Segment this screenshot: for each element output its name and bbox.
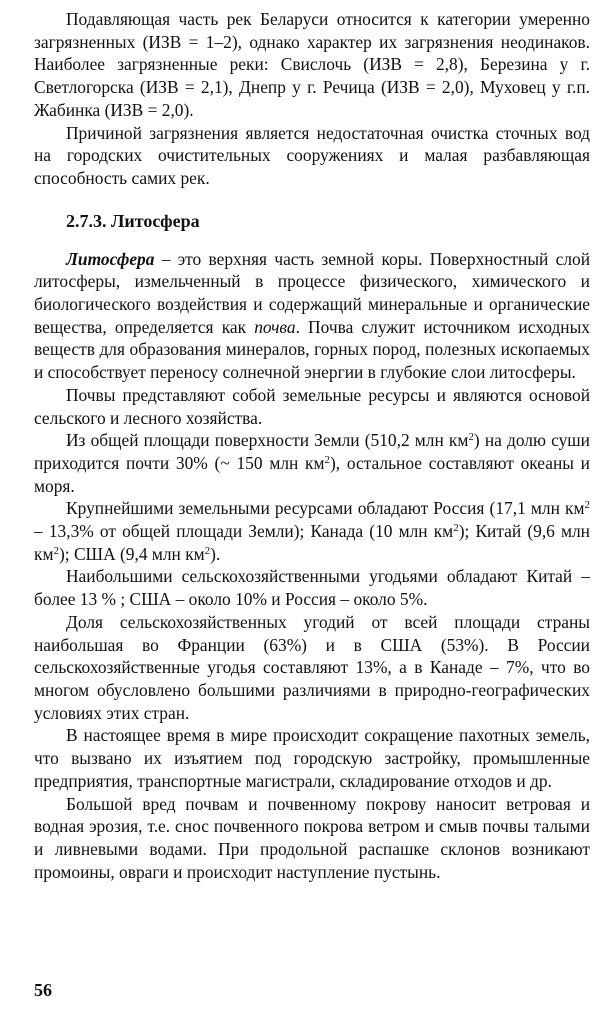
definition-text-a: – это верхняя часть земной коры. Поверхностный слой литосферы, измельченный в процессе физического, химического и биологического воздействия и содержащий минеральные и органические вещества, определяется как xyxy=(34,248,590,337)
area-text-c: ), остальное составляют океаны и моря. xyxy=(34,452,590,496)
definition-text-b: . Почва служит источником исходных веществ для образования минералов, горных пород, полезных ископаемых и способствует переносу солнечной энергии в глубокие слои литосферы. xyxy=(34,316,590,383)
paragraph-agricultural-share: Доля сельскохозяйственных угодий от всей площади страны наибольшая во Франции (63%) и в США (53%). В России сельскохозяйственные угодья составляют 13%, а в Канаде – 7%, что во многом обусловлено большими различиями в природно-географических условиях этих стран. xyxy=(34,611,590,723)
largest-text-e: ). xyxy=(210,543,221,564)
page-number: 56 xyxy=(34,980,52,1000)
section-heading: 2.7.3. Литосфера xyxy=(66,210,200,231)
area-text-a: Из общей площади поверхности Земли (510,2 млн км xyxy=(66,430,469,451)
paragraph-pollution-cause: Причиной загрязнения является недостаточная очистка сточных вод на городских очистительных сооружениях и малая разбавляющая способность самих рек. xyxy=(34,122,590,188)
superscript-2: 2 xyxy=(468,431,474,444)
superscript-2: 2 xyxy=(584,499,590,512)
paragraph-earth-area xyxy=(34,429,590,497)
term-soil: почва xyxy=(254,316,296,337)
superscript-2: 2 xyxy=(204,544,211,557)
paragraph-land-resources: Почвы представляют собой земельные ресурсы и являются основой сельского и лесного хозяйства. xyxy=(34,384,590,428)
term-lithosphere: Литосфера xyxy=(66,248,155,269)
largest-text-a: Крупнейшими земельными ресурсами обладают Россия (17,1 млн км xyxy=(66,498,585,519)
paragraph-lithosphere-definition xyxy=(34,248,590,384)
largest-text-c: ); Китай (9,6 млн км xyxy=(34,521,590,564)
paragraph-largest-resources xyxy=(34,497,590,565)
paragraph-arable-reduction: В настоящее время в мире происходит сокращение пахотных земель, что вызвано их изъятием под городскую застройку, промышленные предприятия, транспортные магистрали, складирование отходов и др. xyxy=(34,725,590,791)
superscript-2: 2 xyxy=(53,544,59,557)
superscript-2: 2 xyxy=(453,522,459,535)
largest-text-b: – 13,3% от общей площади Земли); Канада (10 млн км xyxy=(34,521,454,542)
superscript-2: 2 xyxy=(324,453,331,466)
area-text-b: ) на долю суши приходится почти 30% (~ 150 млн км xyxy=(34,430,590,473)
largest-text-d: ); США (9,4 млн км xyxy=(58,543,205,564)
paragraph-agricultural-land: Наибольшими сельскохозяйственными угодьями обладают Китай – более 13 % ; США – около 10% и Россия – около 5%. xyxy=(34,566,590,610)
paragraph-river-pollution: Подавляющая часть рек Беларуси относится к категории умеренно загрязненных (ИЗВ = 1–2), однако характер их загрязнения неодинаков. Наиболее загрязненные реки: Свислочь (ИЗВ = 2,8), Березина у г. Светлогорска (ИЗВ = 2,1), Днепр у г. Речица (ИЗВ = 2,0), Муховец у г.п. Жабинка (ИЗВ = 2,0). xyxy=(34,9,590,120)
paragraph-erosion: Большой вред почвам и почвенному покрову наносит ветровая и водная эрозия, т.е. снос почвенного покрова ветром и смыв почвы талыми и ливневыми водами. При продольной распашке склонов возникают промоины, овраги и происходит наступление пустынь. xyxy=(34,793,590,882)
